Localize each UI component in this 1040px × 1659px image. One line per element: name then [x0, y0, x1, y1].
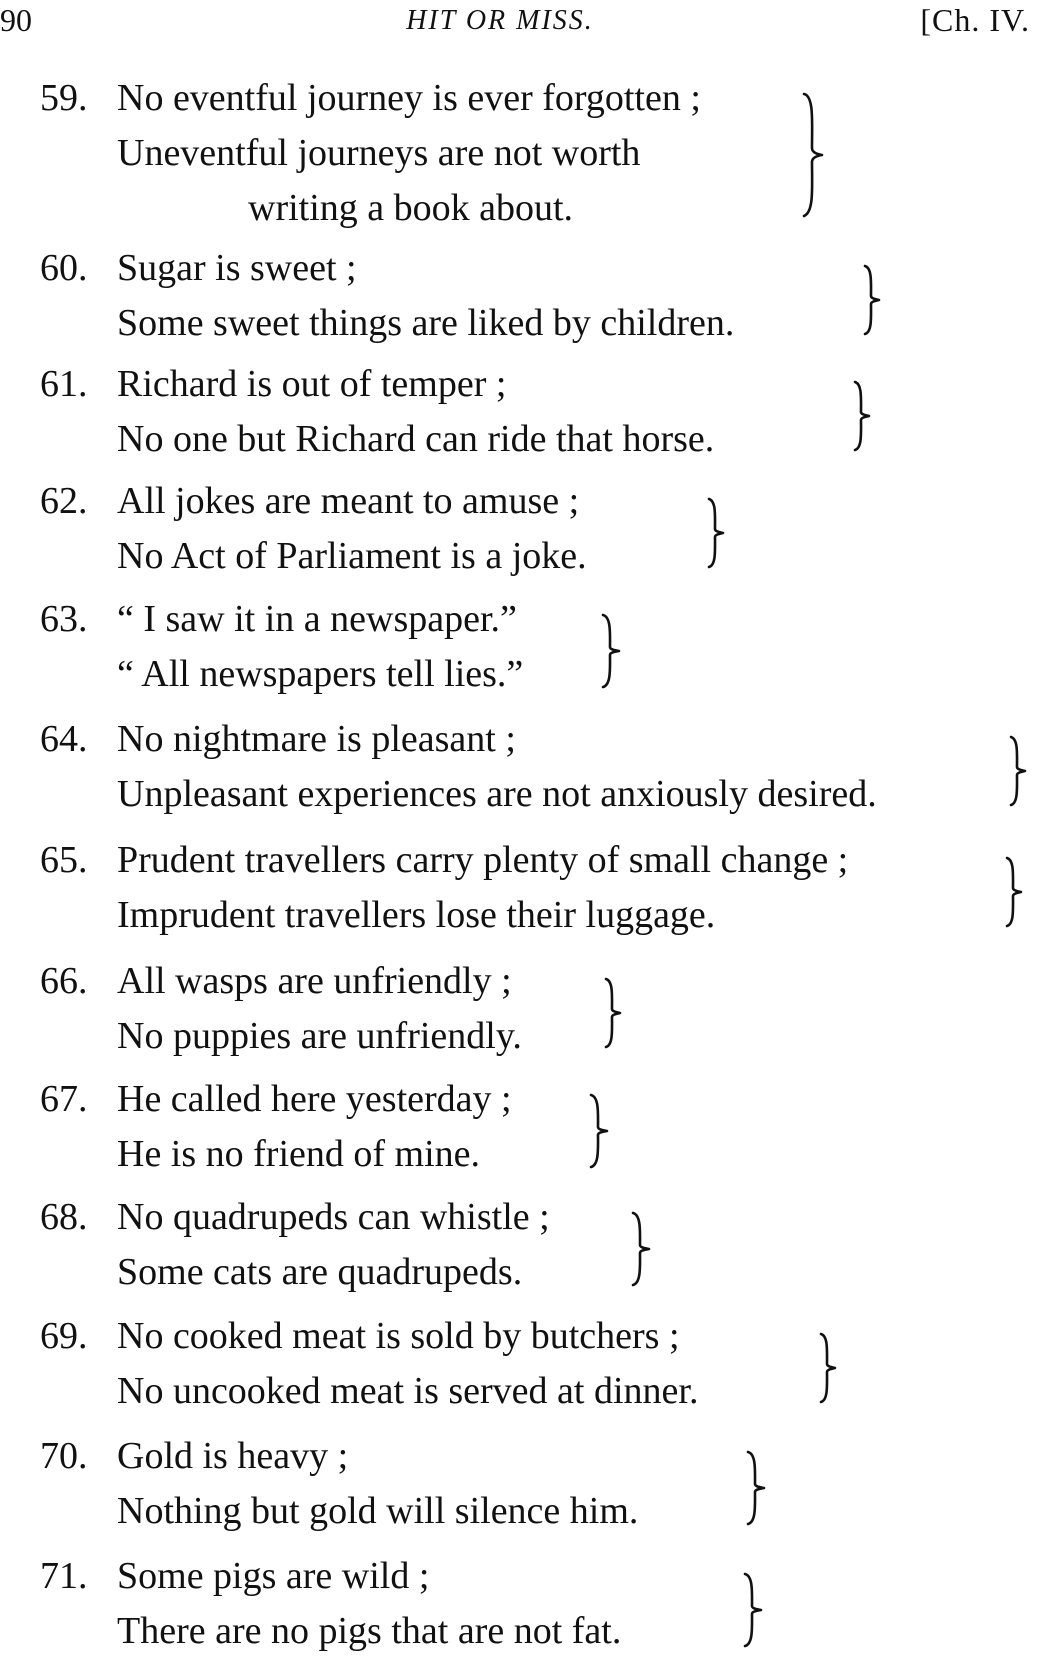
- brace-icon: [706, 497, 726, 569]
- brace-icon: [603, 977, 623, 1049]
- brace-icon: [862, 264, 882, 336]
- premise-line: Some cats are quadrupeds.: [117, 1251, 523, 1293]
- problem-number: 66.: [40, 960, 88, 1002]
- premise-line: Richard is out of temper ;: [117, 363, 507, 405]
- premise-line: No nightmare is pleasant ;: [117, 718, 516, 760]
- chapter-reference: [Ch. IV.: [920, 2, 1030, 38]
- premise-line: No eventful journey is ever forgotten ;: [117, 77, 701, 119]
- premise-line: Gold is heavy ;: [117, 1435, 349, 1477]
- premise-line: Prudent travellers carry plenty of small change ;: [117, 839, 849, 881]
- brace-icon: [1004, 856, 1024, 928]
- premise-line: “ I saw it in a newspaper.”: [117, 598, 517, 640]
- premise-line: He is no friend of mine.: [117, 1133, 481, 1175]
- premise-line: Nothing but gold will silence him.: [117, 1490, 639, 1532]
- premise-line: Some pigs are wild ;: [117, 1555, 430, 1597]
- premise-line: writing a book about.: [248, 187, 574, 229]
- brace-icon: [588, 1093, 610, 1169]
- premise-line: He called here yesterday ;: [117, 1078, 512, 1120]
- premise-line: No uncooked meat is served at dinner.: [117, 1370, 699, 1412]
- premise-line: No quadrupeds can whistle ;: [117, 1196, 550, 1238]
- brace-icon: [742, 1572, 764, 1648]
- running-title: HIT OR MISS.: [406, 5, 594, 36]
- problem-number: 64.: [40, 718, 88, 760]
- problem-number: 62.: [40, 480, 88, 522]
- brace-icon: [852, 380, 872, 452]
- premise-line: Unpleasant experiences are not anxiously desired.: [117, 773, 877, 815]
- premise-line: All wasps are unfriendly ;: [117, 960, 512, 1002]
- problem-number: 65.: [40, 839, 88, 881]
- page-number: 90: [0, 2, 32, 38]
- brace-icon: [800, 92, 826, 218]
- brace-icon: [745, 1450, 767, 1526]
- problem-number: 60.: [40, 247, 88, 289]
- premise-line: Uneventful journeys are not worth: [117, 132, 641, 174]
- premise-line: No cooked meat is sold by butchers ;: [117, 1315, 680, 1357]
- brace-icon: [600, 613, 622, 689]
- problem-number: 71.: [40, 1555, 88, 1597]
- premise-line: There are no pigs that are not fat.: [117, 1610, 622, 1652]
- brace-icon: [1008, 735, 1028, 807]
- premise-line: No puppies are unfriendly.: [117, 1015, 522, 1057]
- premise-line: No Act of Parliament is a joke.: [117, 535, 587, 577]
- premise-line: Some sweet things are liked by children.: [117, 302, 735, 344]
- problem-number: 70.: [40, 1435, 88, 1477]
- problem-number: 67.: [40, 1078, 88, 1120]
- problem-number: 68.: [40, 1196, 88, 1238]
- premise-line: “ All newspapers tell lies.”: [117, 653, 524, 695]
- problem-number: 61.: [40, 363, 88, 405]
- problem-number: 59.: [40, 77, 88, 119]
- premise-line: No one but Richard can ride that horse.: [117, 418, 715, 460]
- problem-number: 63.: [40, 598, 88, 640]
- premise-line: Imprudent travellers lose their luggage.: [117, 894, 716, 936]
- premise-line: All jokes are meant to amuse ;: [117, 480, 580, 522]
- brace-icon: [630, 1211, 652, 1287]
- problem-number: 69.: [40, 1315, 88, 1357]
- page-header: [0, 0, 1040, 60]
- premise-line: Sugar is sweet ;: [117, 247, 357, 289]
- brace-icon: [818, 1332, 838, 1404]
